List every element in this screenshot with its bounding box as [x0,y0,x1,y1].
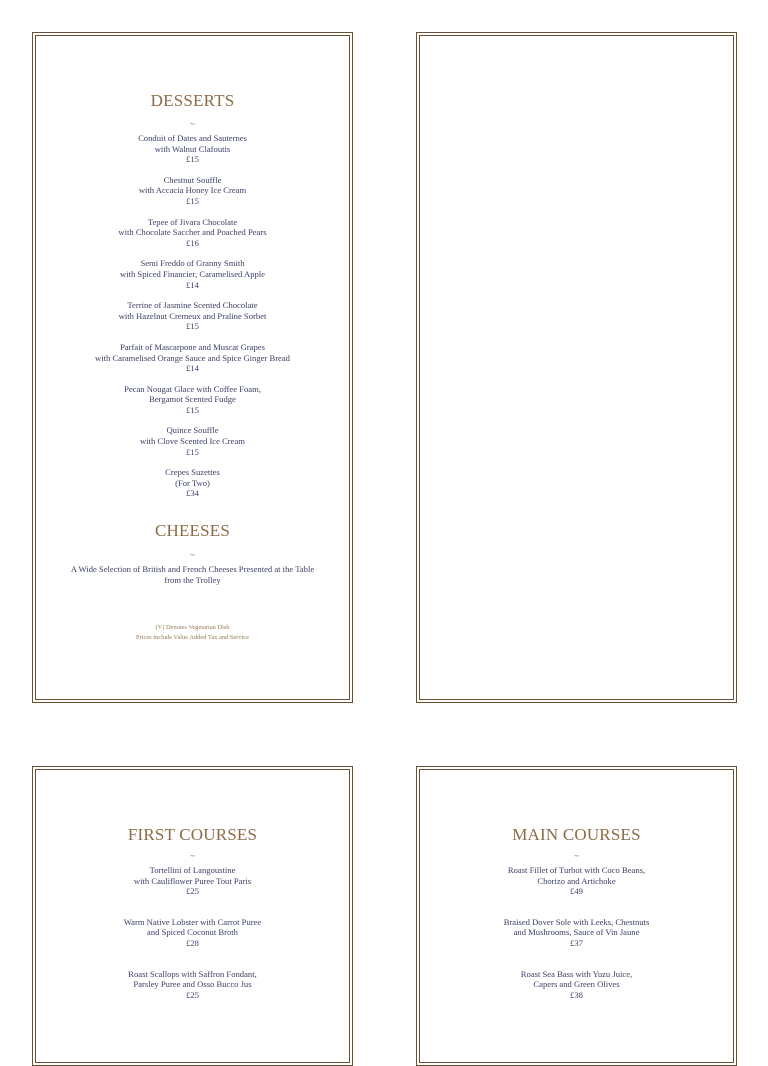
menu-item-description: Roast Sea Bass with Yuzu Juice, [520,968,633,979]
menu-item [33,969,352,1001]
cheeses-description [33,564,352,585]
prices-note: Prices include Value Added Tax and Service [136,634,249,642]
main-courses-menu-card [416,766,737,1066]
menu-item [33,133,352,165]
menu-item-description: Tepee of Jivara Chocolate [147,216,238,227]
menu-item [33,425,352,457]
menu-item-price: £14 [186,279,199,290]
menu-item-description: Bergamot Scented Fudge [149,394,236,405]
menu-item-price: £25 [186,886,199,897]
menu-item-description: Braised Dover Sole with Leeks, Chestnuts [503,916,650,927]
menu-item-price: £16 [186,237,199,248]
menu-item-description: Roast Scallops with Saffron Fondant, [128,968,257,979]
menu-item-price: £49 [570,886,583,897]
menu-item [33,865,352,897]
menu-item-description: Chestnut Souffle [163,174,222,185]
first-courses-menu-card [32,766,353,1066]
menu-item-description: with Caramelised Orange Sauce and Spice Ginger Bread [95,352,290,363]
first-courses-divider: ~ [190,851,195,861]
menu-item-description: Pecan Nougat Glace with Coffee Foam, [124,383,261,394]
menu-item [33,342,352,374]
menu-item [33,217,352,249]
menu-item-description: Roast Fillet of Turbot with Coco Beans, [507,865,646,875]
menu-item-description: Parfait of Mascarpone and Muscat Grapes [120,341,265,352]
desserts-list [33,133,352,499]
menu-item [417,917,736,949]
menu-item-price: £15 [186,404,199,415]
menu-item [33,175,352,207]
menu-item [417,969,736,1001]
menu-item-price: £28 [186,937,199,948]
desserts-title: DESSERTS [150,91,235,110]
main-courses-title: MAIN COURSES [512,825,641,844]
menu-item-description: Terrine of Jasmine Scented Chocolate [127,300,258,311]
menu-item [33,300,352,332]
main-courses-list [417,865,736,1000]
menu-item-description: with Chocolate Saccher and Poached Pears [118,227,267,238]
menu-item-price: £25 [186,989,199,1000]
menu-item-price: £15 [186,446,199,457]
menu-item-description: with Cauliflower Puree Tout Paris [133,875,252,886]
menu-item-description: Warm Native Lobster with Carrot Puree [123,916,262,927]
blank-menu-card [416,32,737,703]
menu-item-description: with Hazelnut Cremeux and Praline Sorbet [118,310,267,321]
menu-item-price: £37 [570,937,583,948]
main-courses-divider: ~ [574,851,579,861]
menu-item [33,384,352,416]
menu-item-description: with Accacia Honey Ice Cream [138,185,247,196]
menu-item-description: Chorizo and Artichoke [537,875,616,886]
desserts-divider: ~ [190,119,195,129]
cheeses-line: A Wide Selection of British and French Cheeses Presented at the Table [70,564,315,575]
menu-item [33,467,352,499]
menu-item-description: and Mushrooms, Sauce of Vin Jaune [513,927,640,938]
footer-notes [33,623,352,643]
menu-item-description: with Walnut Clafoutis [154,143,231,154]
menu-item-price: £14 [186,363,199,374]
menu-item-description: (For Two) [175,477,210,488]
menu-item [33,258,352,290]
first-courses-title: FIRST COURSES [127,825,258,844]
menu-item-price: £34 [186,488,199,499]
desserts-menu-card [32,32,353,703]
menu-item-price: £15 [186,195,199,206]
first-courses-list [33,865,352,1000]
menu-item-price: £15 [186,154,199,165]
menu-item-description: Capers and Green Olives [533,979,620,990]
menu-item-description: Tortellini of Langoustine [149,865,236,875]
cheeses-divider: ~ [190,550,195,561]
menu-item-description: Conduit of Dates and Sauternes [138,133,247,143]
menu-item-description: with Spiced Financier, Caramelised Apple [120,268,265,279]
cheeses-title: CHEESES [154,521,231,541]
cheeses-line: from the Trolley [164,574,221,585]
vegetarian-note: (V) Denotes Vegetarian Dish [155,624,230,632]
menu-item [33,917,352,949]
menu-item [417,865,736,897]
menu-item-description: Semi Freddo of Granny Smith [140,258,245,269]
menu-item-description: Quince Souffle [166,425,219,436]
menu-item-description: with Clove Scented Ice Cream [139,436,245,447]
menu-item-price: £15 [186,321,199,332]
menu-item-price: £38 [570,989,583,1000]
menu-item-description: and Spiced Coconut Broth [147,927,238,938]
menu-item-description: Crepes Suzettes [165,467,220,478]
menu-item-description: Parsley Puree and Osso Bucco Jus [133,979,252,990]
